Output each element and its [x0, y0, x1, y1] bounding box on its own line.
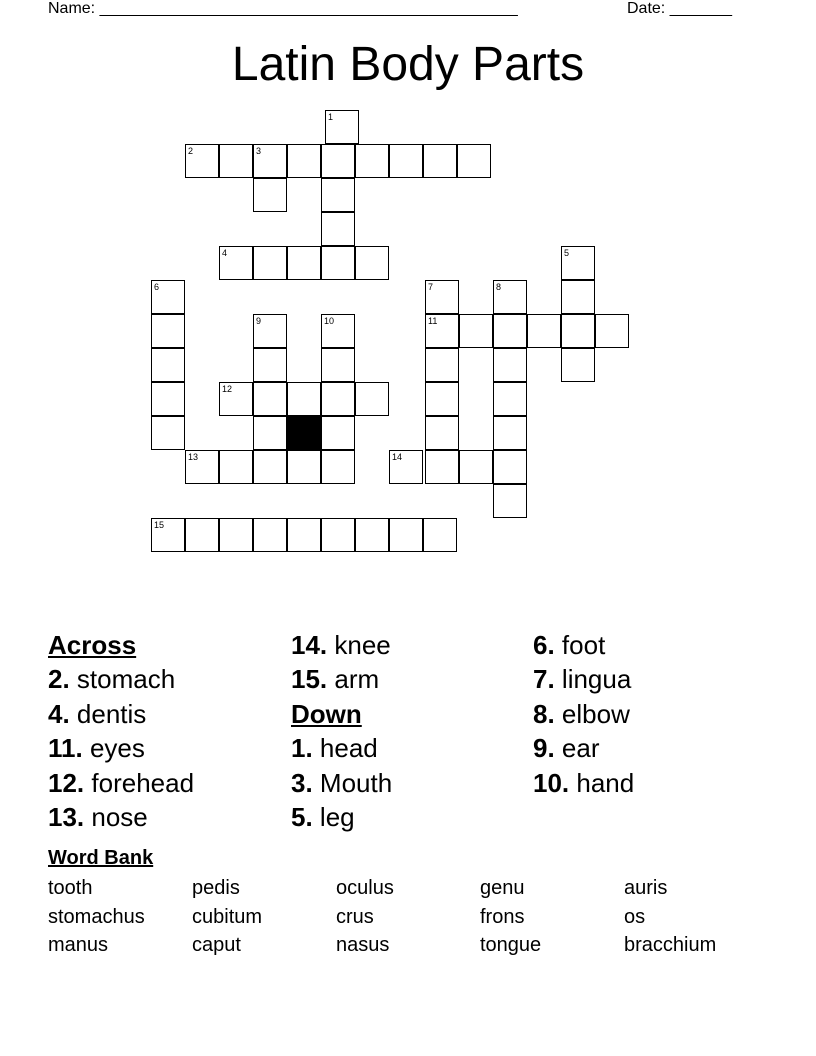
clue-number: 12: [222, 384, 233, 394]
clue-number: 4: [222, 248, 228, 258]
crossword-cell[interactable]: [561, 314, 595, 348]
clue-text: ear: [561, 733, 600, 764]
clue-number: 9: [256, 316, 262, 326]
crossword-cell[interactable]: [389, 144, 423, 178]
clue-item: [533, 731, 634, 765]
clue-text: Mouth: [319, 767, 393, 798]
word-bank-item: oculus: [336, 877, 394, 899]
clue-number: 3: [256, 146, 262, 156]
clue-text: forehead: [91, 767, 195, 798]
crossword-cell[interactable]: [185, 518, 219, 552]
clue-number: 14.: [291, 630, 328, 660]
clue-number: 11.: [48, 733, 83, 764]
crossword-cell[interactable]: [151, 280, 185, 314]
crossword-cell[interactable]: [389, 518, 423, 552]
crossword-cell[interactable]: [219, 382, 253, 416]
clue-item: [291, 800, 392, 834]
clue-number: 7: [428, 282, 434, 292]
clue-number: 9.: [533, 733, 555, 764]
name-field-label: Name: _______________________________________________: [48, 0, 518, 17]
word-bank-item: caput: [192, 934, 241, 956]
crossword-cell[interactable]: [389, 450, 423, 484]
clue-text: knee: [334, 630, 391, 660]
crossword-cell[interactable]: [151, 314, 185, 348]
clue-number: 12.: [48, 767, 85, 798]
crossword-cell[interactable]: [459, 314, 493, 348]
crossword-cell[interactable]: [287, 382, 321, 416]
clue-text: leg: [319, 801, 355, 832]
clue-text: lingua: [561, 664, 632, 695]
word-bank-item: tooth: [48, 877, 93, 899]
crossword-cell[interactable]: [321, 382, 355, 416]
crossword-cell[interactable]: [219, 450, 253, 484]
crossword-cell[interactable]: [459, 450, 493, 484]
word-bank-item: crus: [336, 905, 374, 928]
crossword-cell[interactable]: [151, 416, 185, 450]
clue-item: [291, 731, 392, 765]
crossword-cell[interactable]: [151, 382, 185, 416]
black-cell: [287, 416, 321, 450]
clue-item: [48, 662, 194, 696]
crossword-cell[interactable]: [253, 144, 287, 178]
clue-number: 4.: [48, 698, 70, 729]
clue-item: [533, 662, 634, 696]
crossword-cell[interactable]: [321, 518, 355, 552]
clue-text: hand: [576, 767, 635, 798]
word-bank-item: tongue: [480, 934, 542, 956]
clue-item: [533, 628, 634, 662]
crossword-cell[interactable]: [219, 246, 253, 280]
crossword-cell[interactable]: [493, 348, 527, 382]
crossword-cell[interactable]: [321, 178, 355, 212]
crossword-cell[interactable]: [219, 518, 253, 552]
clue-item: [291, 766, 392, 800]
clue-number: 3.: [291, 767, 313, 798]
clue-item: [291, 628, 392, 662]
crossword-cell[interactable]: [185, 144, 219, 178]
crossword-cell[interactable]: [425, 382, 459, 416]
clue-number: 2: [188, 146, 194, 156]
crossword-cell[interactable]: [321, 348, 355, 382]
clue-number: 1.: [291, 733, 313, 764]
crossword-cell[interactable]: [595, 314, 629, 348]
word-bank-item: auris: [624, 877, 668, 899]
crossword-cell[interactable]: [561, 348, 595, 382]
clue-item: [48, 766, 194, 800]
crossword-cell[interactable]: [253, 518, 287, 552]
crossword-cell[interactable]: [561, 246, 595, 280]
page-title: Latin Body Parts: [231, 38, 585, 91]
clue-number: 10: [324, 316, 335, 326]
word-bank-title: Word Bank: [48, 847, 154, 869]
crossword-cell[interactable]: [425, 416, 459, 450]
clue-item: [291, 662, 392, 696]
clue-number: 2.: [48, 664, 70, 695]
clue-item: [533, 766, 634, 800]
clue-number: 5: [564, 248, 570, 258]
crossword-cell[interactable]: [423, 518, 457, 552]
clue-text: foot: [561, 630, 606, 660]
clue-item: [533, 697, 634, 731]
clue-number: 14: [392, 452, 403, 462]
clue-item: [48, 800, 194, 834]
clue-item: [48, 697, 194, 731]
clues-column-2: [291, 628, 392, 834]
clue-number: 1: [328, 112, 334, 122]
crossword-cell[interactable]: [287, 144, 321, 178]
crossword-cell[interactable]: [253, 348, 287, 382]
word-bank-item: nasus: [336, 934, 390, 956]
crossword-cell[interactable]: [185, 450, 219, 484]
clue-number: 15.: [291, 664, 328, 695]
crossword-cell[interactable]: [355, 382, 389, 416]
crossword-cell[interactable]: [321, 246, 355, 280]
clues-column-1: [48, 628, 194, 834]
crossword-cell[interactable]: [355, 518, 389, 552]
crossword-cell[interactable]: [355, 246, 389, 280]
crossword-cell[interactable]: [253, 178, 287, 212]
clue-number: 10.: [533, 767, 570, 798]
clue-number: 13.: [48, 801, 85, 832]
crossword-cell[interactable]: [561, 280, 595, 314]
crossword-cell[interactable]: [527, 314, 561, 348]
word-bank-item: stomachus: [48, 905, 145, 928]
crossword-cell[interactable]: [321, 450, 355, 484]
crossword-cell[interactable]: [321, 212, 355, 246]
crossword-cell[interactable]: [493, 382, 527, 416]
crossword-cell[interactable]: [253, 450, 287, 484]
clue-number: 8.: [533, 698, 555, 729]
crossword-cell[interactable]: [493, 314, 527, 348]
clue-text: eyes: [89, 733, 145, 764]
date-field-label: Date: _______: [627, 0, 732, 17]
crossword-cell[interactable]: [355, 144, 389, 178]
crossword-cell[interactable]: [151, 348, 185, 382]
clue-number: 13: [188, 452, 199, 462]
clue-heading: Down: [291, 698, 362, 729]
clue-number: 15: [154, 520, 165, 530]
crossword-cell[interactable]: [253, 314, 287, 348]
crossword-cell[interactable]: [321, 144, 355, 178]
clue-text: stomach: [76, 664, 176, 695]
clue-number: 11: [428, 316, 438, 326]
clue-item: [48, 731, 194, 765]
crossword-cell[interactable]: [423, 144, 457, 178]
crossword-cell[interactable]: [493, 416, 527, 450]
clue-number: 5.: [291, 801, 313, 832]
crossword-cell[interactable]: [151, 518, 185, 552]
word-bank-item: cubitum: [192, 905, 263, 928]
crossword-cell[interactable]: [493, 450, 527, 484]
clue-text: nose: [91, 801, 148, 832]
crossword-cell[interactable]: [321, 416, 355, 450]
crossword-cell[interactable]: [493, 484, 527, 518]
clue-number: 7.: [533, 664, 555, 695]
crossword-cell[interactable]: [425, 450, 459, 484]
clue-text: head: [319, 733, 378, 764]
crossword-cell[interactable]: [253, 382, 287, 416]
crossword-cell[interactable]: [253, 416, 287, 450]
clue-text: elbow: [561, 698, 630, 729]
crossword-cell[interactable]: [325, 110, 359, 144]
word-bank-item: frons: [480, 905, 525, 928]
crossword-cell[interactable]: [457, 144, 491, 178]
word-bank-item: bracchium: [624, 934, 717, 956]
word-bank-item: pedis: [192, 877, 240, 899]
word-bank-item: os: [624, 905, 646, 928]
crossword-cell[interactable]: [287, 450, 321, 484]
clue-number: 8: [496, 282, 502, 292]
word-bank: [48, 874, 768, 960]
crossword-cell[interactable]: [287, 246, 321, 280]
crossword-cell[interactable]: [219, 144, 253, 178]
word-bank-item: manus: [48, 934, 109, 956]
clues-column-3: [533, 628, 634, 800]
crossword-cell[interactable]: [287, 518, 321, 552]
clue-text: dentis: [76, 698, 147, 729]
crossword-cell[interactable]: [425, 314, 459, 348]
crossword-cell[interactable]: [253, 246, 287, 280]
crossword-cell[interactable]: [425, 348, 459, 382]
word-bank-item: genu: [480, 877, 525, 899]
crossword-cell[interactable]: [321, 314, 355, 348]
crossword-cell[interactable]: [425, 280, 459, 314]
crossword-cell[interactable]: [493, 280, 527, 314]
clue-number: 6: [154, 282, 160, 292]
clue-text: arm: [334, 664, 380, 695]
clue-heading: Across: [48, 630, 137, 660]
clue-number: 6.: [533, 630, 555, 660]
